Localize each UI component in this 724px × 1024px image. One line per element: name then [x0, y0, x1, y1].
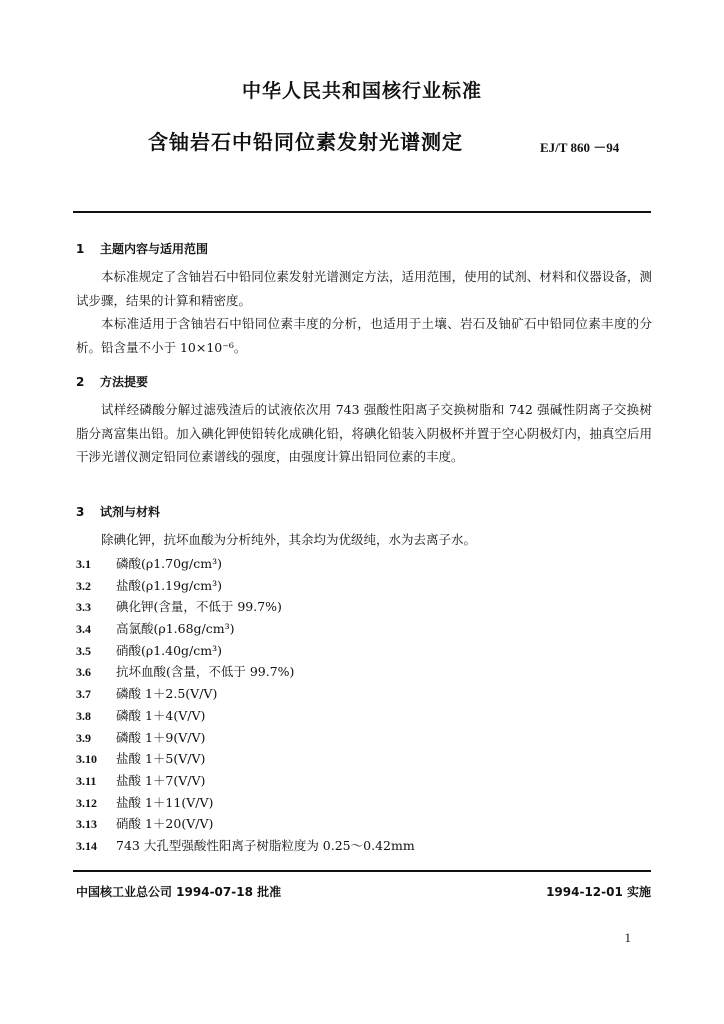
section-1-paragraph-1: 本标准规定了含铀岩石中铅同位素发射光谱测定方法，适用范围，使用的试剂、材料和仪器设备，测试步骤，结果的计算和精密度。: [76, 269, 652, 308]
section-title: 试剂与材料: [100, 505, 161, 519]
reagent-list: [76, 553, 636, 857]
footer-rule: [73, 870, 651, 872]
standard-org-title: 中华人民共和国核行业标准: [241, 80, 482, 102]
reagent-item: 3.10 盐酸 1＋5(V/V): [76, 751, 206, 767]
reagent-item: 3.2 盐酸(ρ1.19g/cm³): [76, 577, 223, 593]
section-number: 1: [76, 242, 85, 256]
section-1-heading: [76, 240, 208, 257]
reagent-item: 3.9 磷酸 1＋9(V/V): [76, 729, 206, 745]
reagent-item: 3.11 盐酸 1＋7(V/V): [76, 772, 206, 788]
reagent-item: 3.6 抗坏血酸(含量，不低于 99.7%): [76, 664, 295, 680]
reagent-item: 3.7 磷酸 1＋2.5(V/V): [76, 686, 218, 702]
reagent-item: 3.8 磷酸 1＋4(V/V): [76, 707, 206, 723]
section-number: 3: [76, 505, 85, 519]
page-number: 1: [624, 930, 631, 945]
section-3-paragraph-1: 除碘化钾，抗坏血酸为分析纯外，其余均为优级纯，水为去离子水。: [101, 532, 477, 547]
section-title: 方法提要: [100, 375, 149, 389]
reagent-item: 3.13 硝酸 1＋20(V/V): [76, 816, 214, 832]
section-2-paragraph-1: 试样经磷酸分解过滤残渣后的试液依次用 743 强酸性阳离子交换树脂和 742 强碱性阴离子交换树脂分离富集出铅。加入碘化钾使铅转化成碘化铅，将碘化铅装入阴极杯并置于空心阴极灯内，抽真空后用干涉光谱仪测定铅同位素谱线的强度，由强度计算出铅同位素的丰度。: [76, 402, 652, 464]
section-number: 2: [76, 375, 85, 389]
section-3-heading: [76, 503, 160, 520]
reagent-item: 3.5 硝酸(ρ1.40g/cm³): [76, 642, 223, 658]
implementation-date: 1994-12-01 实施: [546, 885, 651, 899]
document-title: 含铀岩石中铅同位素发射光谱测定: [148, 130, 463, 154]
section-2-heading: [76, 373, 148, 390]
reagent-item: 3.1 磷酸(ρ1.70g/cm³): [76, 556, 223, 571]
section-title: 主题内容与适用范围: [100, 242, 209, 256]
reagent-item: 3.12 盐酸 1＋11(V/V): [76, 794, 214, 810]
approval-date: 中国核工业总公司 1994-07-18 批准: [76, 885, 282, 899]
reagent-item: 3.14 743 大孔型强酸性阳离子树脂粒度为 0.25～0.42mm: [76, 837, 415, 853]
reagent-item: 3.3 碘化钾(含量，不低于 99.7%): [76, 599, 282, 615]
header-rule: [73, 211, 651, 213]
reagent-item: 3.4 高氯酸(ρ1.68g/cm³): [76, 621, 235, 637]
section-1-paragraph-2: 本标准适用于含铀岩石中铅同位素丰度的分析，也适用于土壤、岩石及铀矿石中铅同位素丰度的分析。铅含量不小于 10×10⁻⁶。: [76, 316, 652, 355]
standard-code: EJ/T 860 －94: [540, 140, 620, 155]
